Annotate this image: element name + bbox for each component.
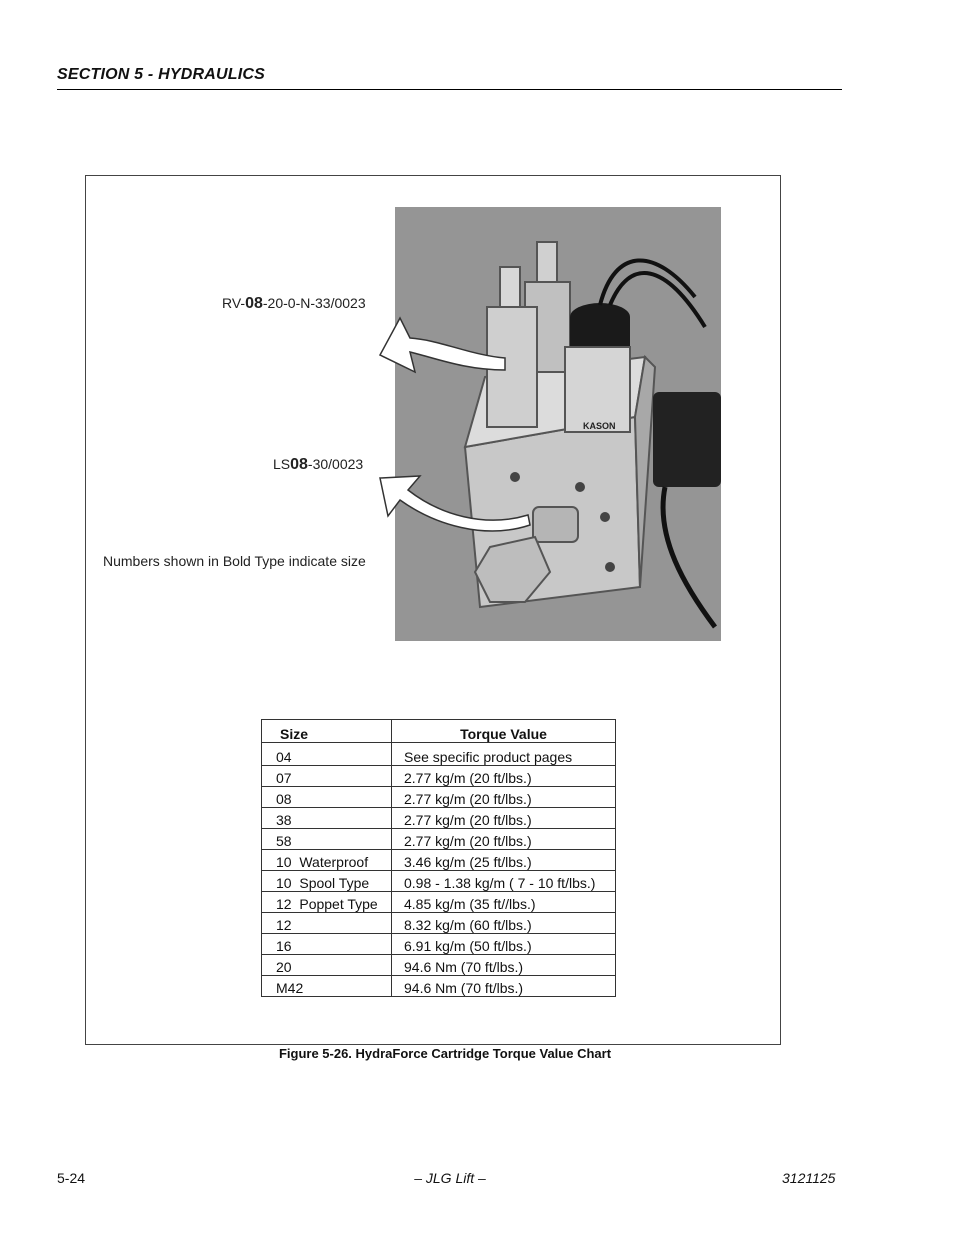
table-row <box>262 829 616 850</box>
bold-type-note: Numbers shown in Bold Type indicate size <box>103 553 366 569</box>
size-cell: 10 Waterproof <box>262 850 392 871</box>
table-row <box>262 850 616 871</box>
header-divider <box>57 89 842 90</box>
callout-arrows <box>360 300 560 560</box>
size-cell: 12 Poppet Type <box>262 892 392 913</box>
torque-cell: See specific product pages <box>392 743 616 766</box>
table-row <box>262 808 616 829</box>
section-title: SECTION 5 - HYDRAULICS <box>57 66 265 83</box>
torque-value-table <box>261 719 616 997</box>
table-row <box>262 743 616 766</box>
torque-cell: 6.91 kg/m (50 ft/lbs.) <box>392 934 616 955</box>
size-cell: 20 <box>262 955 392 976</box>
table-header-row <box>262 720 616 743</box>
table-row <box>262 976 616 997</box>
size-cell: 04 <box>262 743 392 766</box>
torque-cell: 2.77 kg/m (20 ft/lbs.) <box>392 787 616 808</box>
callout-rv-part: RV-08-20-0-N-33/0023 <box>222 295 366 312</box>
table-row <box>262 934 616 955</box>
figure-caption: Figure 5-26. HydraForce Cartridge Torque Value Chart <box>278 1046 612 1061</box>
torque-cell: 8.32 kg/m (60 ft/lbs.) <box>392 913 616 934</box>
table-row <box>262 871 616 892</box>
table-row <box>262 766 616 787</box>
coil-label: KASON <box>583 421 616 431</box>
torque-cell: 94.6 Nm (70 ft/lbs.) <box>392 955 616 976</box>
size-column-header: Size <box>262 720 392 743</box>
torque-column-header: Torque Value <box>392 720 616 743</box>
page-number: 5-24 <box>57 1170 86 1186</box>
size-cell: 08 <box>262 787 392 808</box>
torque-cell: 4.85 kg/m (35 ft//lbs.) <box>392 892 616 913</box>
callout-ls-part: LS08-30/0023 <box>273 456 364 473</box>
table-row <box>262 913 616 934</box>
size-cell: 16 <box>262 934 392 955</box>
footer-brand: – JLG Lift – <box>414 1170 486 1186</box>
torque-cell: 2.77 kg/m (20 ft/lbs.) <box>392 766 616 787</box>
size-cell: M42 <box>262 976 392 997</box>
size-cell: 12 <box>262 913 392 934</box>
document-number: 3121125 <box>782 1170 836 1186</box>
table-row <box>262 892 616 913</box>
torque-cell: 94.6 Nm (70 ft/lbs.) <box>392 976 616 997</box>
size-cell: 58 <box>262 829 392 850</box>
torque-cell: 0.98 - 1.38 kg/m ( 7 - 10 ft/lbs.) <box>392 871 616 892</box>
size-cell: 10 Spool Type <box>262 871 392 892</box>
size-cell: 38 <box>262 808 392 829</box>
torque-cell: 2.77 kg/m (20 ft/lbs.) <box>392 829 616 850</box>
table-row <box>262 787 616 808</box>
table-row <box>262 955 616 976</box>
torque-cell: 3.46 kg/m (25 ft/lbs.) <box>392 850 616 871</box>
size-cell: 07 <box>262 766 392 787</box>
torque-cell: 2.77 kg/m (20 ft/lbs.) <box>392 808 616 829</box>
